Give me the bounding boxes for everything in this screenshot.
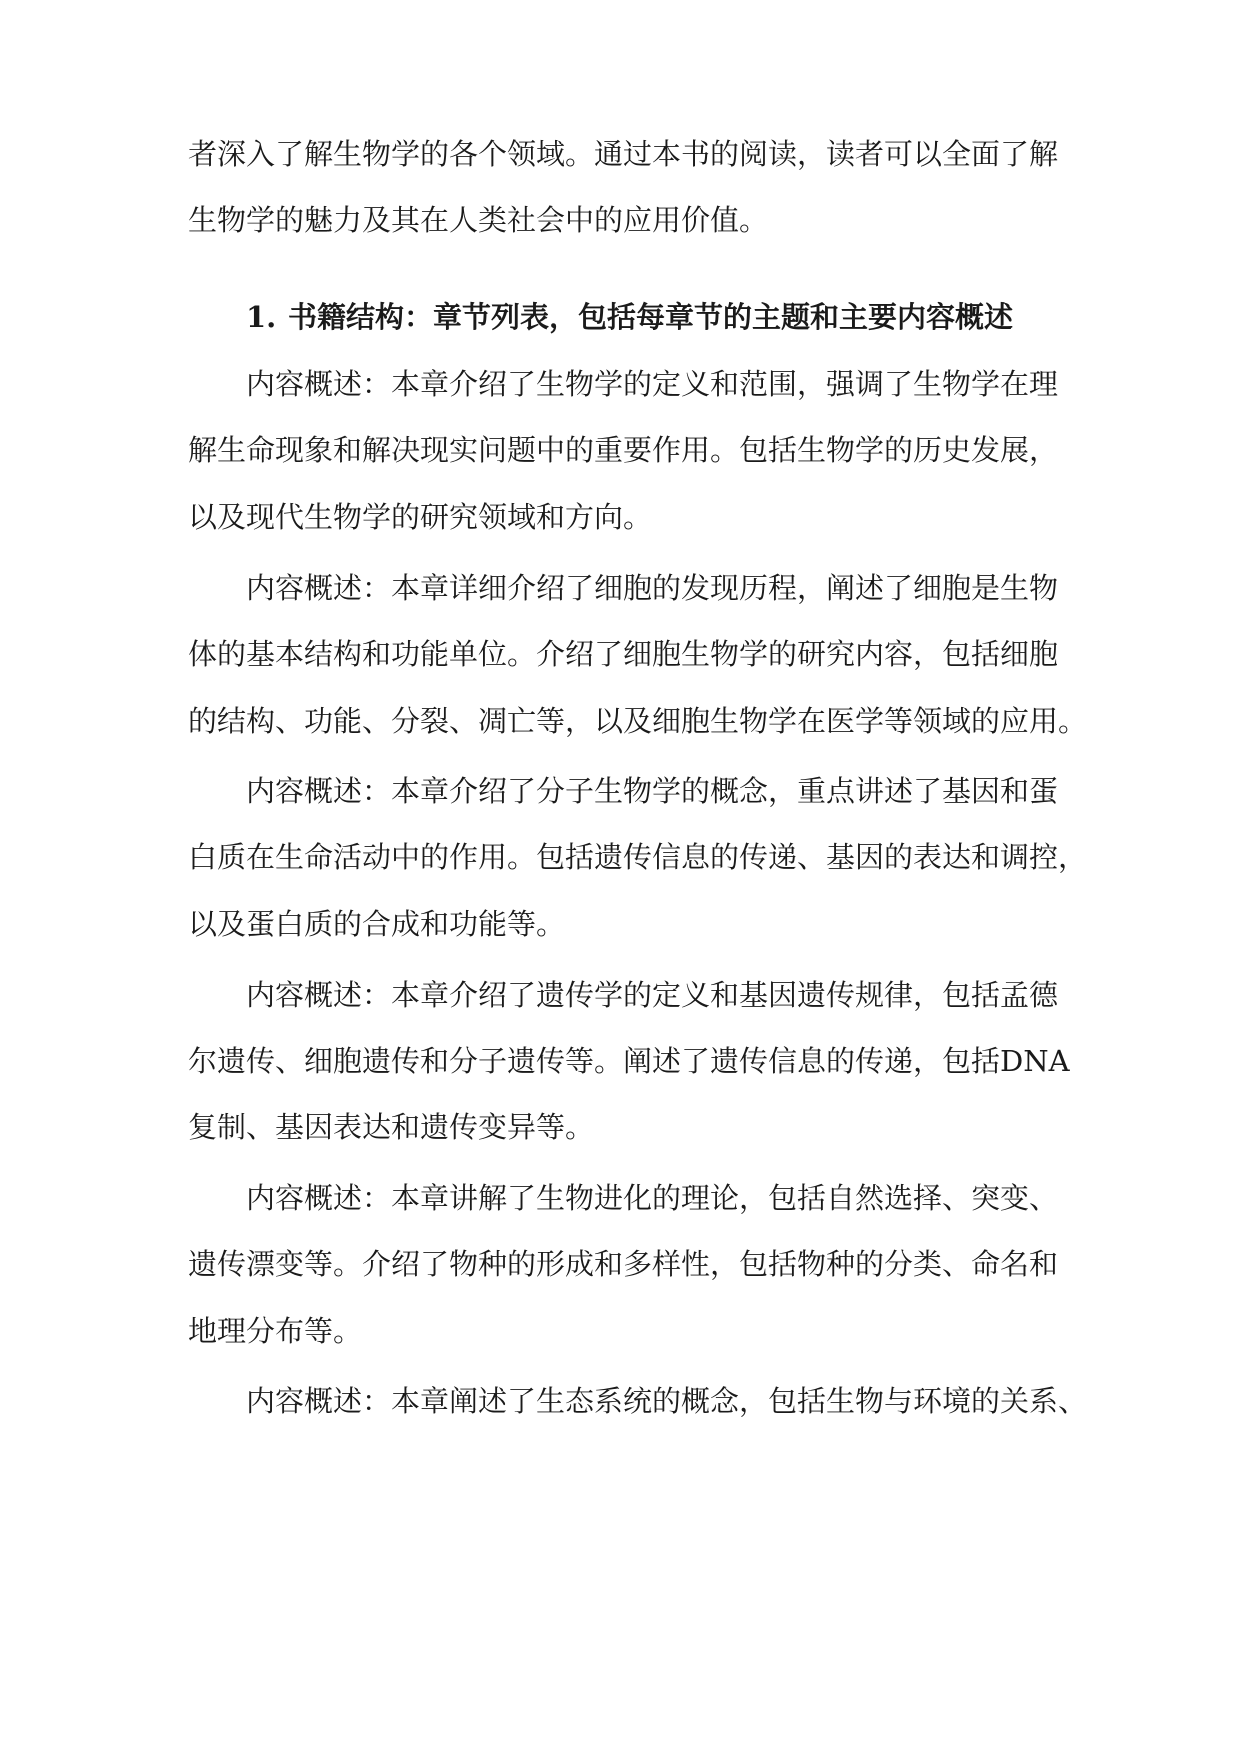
paragraph-2-line-3: 的结构、功能、分裂、凋亡等，以及细胞生物学在医学等领域的应用。 [188,704,1088,738]
paragraph-4-line-2: 尔遗传、细胞遗传和分子遗传等。阐述了遗传信息的传递，包括DNA [188,1044,1070,1078]
paragraph-5-line-3: 地理分布等。 [188,1314,363,1348]
intro-line-2: 生物学的魅力及其在人类社会中的应用价值。 [188,203,769,237]
paragraph-4-line-3: 复制、基因表达和遗传变异等。 [188,1110,595,1144]
paragraph-3-line-2: 白质在生命活动中的作用。包括遗传信息的传递、基因的表达和调控， [188,840,1088,874]
paragraph-1-line-2: 解生命现象和解决现实问题中的重要作用。包括生物学的历史发展， [188,433,1059,467]
intro-line-1: 者深入了解生物学的各个领域。通过本书的阅读，读者可以全面了解 [188,137,1059,171]
paragraph-5-line-2: 遗传漂变等。介绍了物种的形成和多样性，包括物种的分类、命名和 [188,1247,1059,1281]
section-number: 1. [246,300,277,334]
paragraph-3-line-3: 以及蛋白质的合成和功能等。 [188,907,566,941]
paragraph-2-line-1: 内容概述：本章详细介绍了细胞的发现历程，阐述了细胞是生物 [246,571,1059,605]
paragraph-6-line-1: 内容概述：本章阐述了生态系统的概念，包括生物与环境的关系、 [246,1384,1088,1418]
paragraph-2-line-2: 体的基本结构和功能单位。介绍了细胞生物学的研究内容，包括细胞 [188,637,1059,671]
paragraph-5-line-1: 内容概述：本章讲解了生物进化的理论，包括自然选择、突变、 [246,1181,1059,1215]
paragraph-3-line-1: 内容概述：本章介绍了分子生物学的概念，重点讲述了基因和蛋 [246,774,1059,808]
paragraph-4-line-1: 内容概述：本章介绍了遗传学的定义和基因遗传规律，包括孟德 [246,978,1059,1012]
paragraph-1-line-1: 内容概述：本章介绍了生物学的定义和范围，强调了生物学在理 [246,367,1059,401]
section-heading [246,297,1058,337]
section-title: 书籍结构：章节列表，包括每章节的主题和主要内容概述 [288,300,1014,334]
paragraph-1-line-3: 以及现代生物学的研究领域和方向。 [188,500,653,534]
